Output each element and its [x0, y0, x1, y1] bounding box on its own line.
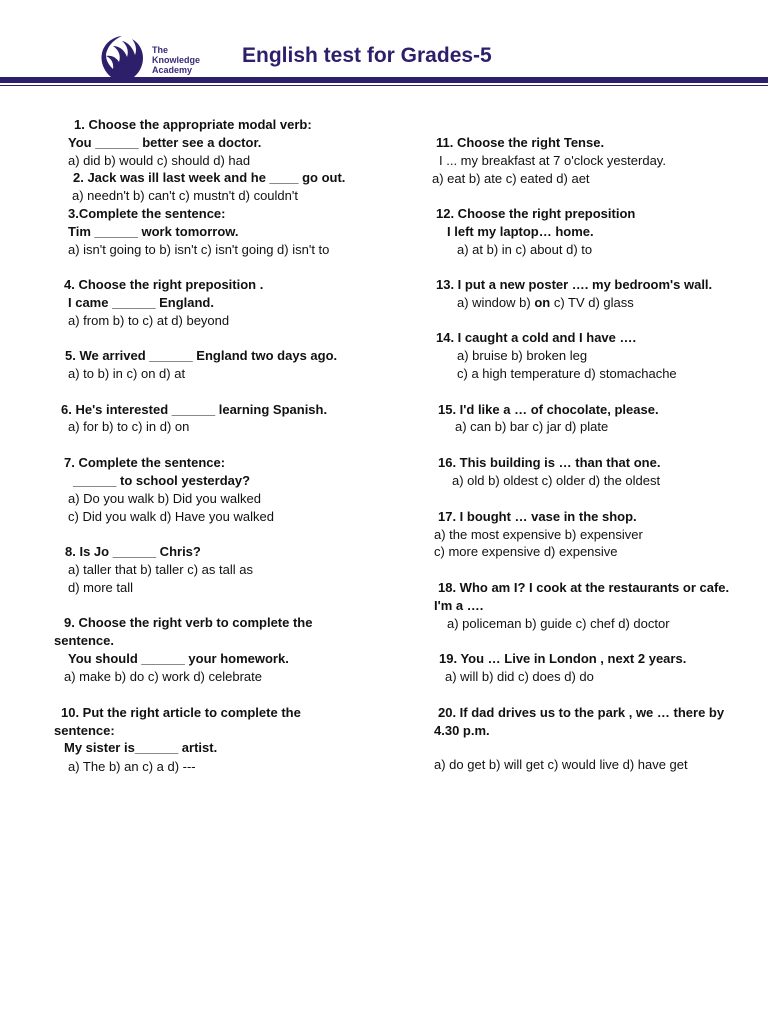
question-20-prompt-cont: 4.30 p.m. [434, 723, 490, 738]
question-8-options-2: d) more tall [68, 580, 134, 595]
question-12-prompt: 12. Choose the right preposition [436, 206, 636, 221]
question-16-prompt: 16. This building is … than that one. [438, 455, 661, 470]
question-20-options: a) do get b) will get c) would live d) have get [434, 757, 688, 772]
question-7-options-1: a) Do you walk b) Did you walked [68, 491, 261, 506]
question-3-prompt: 3.Complete the sentence: [68, 206, 226, 221]
question-8-options-1: a) taller that b) taller c) as tall as [68, 562, 253, 577]
question-18-options: a) policeman b) guide c) chef d) doctor [447, 616, 670, 631]
question-8-prompt: 8. Is Jo ______ Chris? [65, 544, 201, 559]
question-17-prompt: 17. I bought … vase in the shop. [438, 509, 637, 524]
question-10-options: a) The b) an c) a d) --- [68, 759, 196, 774]
question-9-prompt: 9. Choose the right verb to complete the [64, 615, 313, 630]
question-5-prompt: 5. We arrived ______ England two days ago. [65, 348, 338, 363]
page-title: English test for Grades-5 [242, 44, 492, 67]
question-9-prompt-cont: sentence. [54, 633, 114, 648]
question-9-options: a) make b) do c) work d) celebrate [64, 669, 262, 684]
question-4-prompt: 4. Choose the right preposition . [64, 277, 264, 292]
question-9-sentence: You should ______ your homework. [68, 651, 289, 666]
question-14-options-2: c) a high temperature d) stomachache [457, 366, 677, 381]
question-14-options-1: a) bruise b) broken leg [457, 348, 588, 363]
question-20-prompt: 20. If dad drives us to the park , we … there by [438, 705, 725, 720]
question-1-prompt: 1. Choose the appropriate modal verb: [74, 117, 312, 132]
question-7-sentence: ______ to school yesterday? [73, 473, 251, 488]
question-7-options-2: c) Did you walk d) Have you walked [68, 509, 274, 524]
question-10-prompt-cont: sentence: [54, 723, 115, 738]
question-11-prompt: 11. Choose the right Tense. [436, 135, 605, 150]
question-7-prompt: 7. Complete the sentence: [64, 455, 226, 470]
logo-wordmark: The Knowledge Academy [152, 45, 201, 75]
question-4-options: a) from b) to c) at d) beyond [68, 313, 230, 328]
question-13-prompt: 13. I put a new poster …. my bedroom's wall. [436, 277, 713, 292]
question-1-options: a) did b) would c) should d) had [68, 153, 251, 168]
question-1-sentence: You ______ better see a doctor. [68, 135, 262, 150]
question-14-prompt: 14. I caught a cold and I have …. [436, 330, 637, 345]
question-6-prompt: 6. He's interested ______ learning Spanish. [61, 402, 328, 417]
question-17-options-1: a) the most expensive b) expensiver [434, 527, 643, 542]
question-12-sentence: I left my laptop… home. [447, 224, 594, 239]
question-6-options: a) for b) to c) in d) on [68, 419, 190, 434]
question-12-options: a) at b) in c) about d) to [457, 242, 593, 257]
question-19-prompt: 19. You … Live in London , next 2 years. [439, 651, 687, 666]
question-19-options: a) will b) did c) does d) do [445, 669, 594, 684]
question-11-options: a) eat b) ate c) eated d) aet [432, 171, 590, 186]
question-4-sentence: I came ______ England. [68, 295, 214, 310]
question-18-prompt-cont: I'm a …. [434, 598, 484, 613]
question-10-prompt: 10. Put the right article to complete the [61, 705, 301, 720]
question-16-options: a) old b) oldest c) older d) the oldest [452, 473, 661, 488]
question-5-options: a) to b) in c) on d) at [68, 366, 186, 381]
question-11-sentence: I ... my breakfast at 7 o'clock yesterday. [439, 153, 666, 168]
question-17-options-2: c) more expensive d) expensive [434, 544, 618, 559]
question-2-prompt: 2. Jack was ill last week and he ____ go out. [73, 170, 346, 185]
question-13-options: a) window b) on c) TV d) glass [457, 295, 634, 310]
question-15-prompt: 15. I'd like a … of chocolate, please. [438, 402, 659, 417]
question-15-options: a) can b) bar c) jar d) plate [455, 419, 609, 434]
question-3-options: a) isn't going to b) isn't c) isn't going d) isn't to [68, 242, 330, 257]
question-10-sentence: My sister is______ artist. [64, 740, 218, 755]
question-3-sentence: Tim ______ work tomorrow. [68, 224, 239, 239]
question-2-options: a) needn't b) can't c) mustn't d) couldn't [72, 188, 298, 203]
question-18-prompt: 18. Who am I? I cook at the restaurants or cafe. [438, 580, 730, 595]
